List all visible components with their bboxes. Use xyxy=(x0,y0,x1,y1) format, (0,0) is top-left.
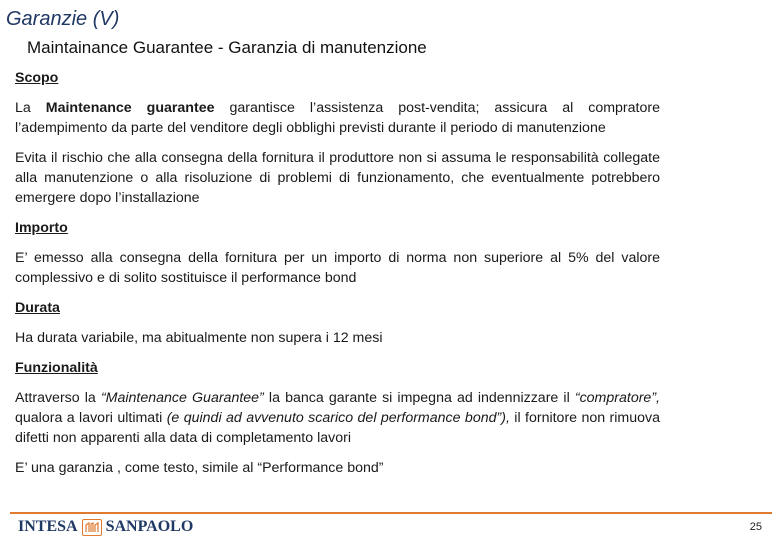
slide-content xyxy=(15,68,660,478)
funzionalita-paragraph-1 xyxy=(15,388,660,448)
scopo-p1-pre: La xyxy=(15,100,46,116)
section-heading-durata: Durata xyxy=(15,300,60,316)
slide-title: Garanzie (V) xyxy=(6,8,120,30)
logo-mark-icon xyxy=(82,519,102,536)
funz-p1-g: il fornitore non rimuova difetti non apparenti alla data di completamento lavori xyxy=(15,410,661,446)
slide-subtitle: Maintainance Guarantee - Garanzia di manutenzione xyxy=(27,38,427,57)
funz-p1-b: “Maintenance Guarantee” xyxy=(100,390,264,406)
scopo-paragraph-1 xyxy=(15,98,660,138)
footer-divider xyxy=(10,512,772,514)
section-heading-importo: Importo xyxy=(15,220,68,236)
durata-paragraph: Ha durata variabile, ma abitualmente non supera i 12 mesi xyxy=(15,330,383,346)
logo-text-left: INTESA xyxy=(18,518,78,535)
funz-p1-f: (e quindi ad avvenuto scarico del performance bond”), xyxy=(166,410,510,426)
section-heading-scopo: Scopo xyxy=(15,70,59,86)
funzionalita-paragraph-2: E’ una garanzia , come testo, simile al “Performance bond” xyxy=(15,460,384,476)
page-number: 25 xyxy=(749,521,762,533)
bank-logo xyxy=(18,516,193,538)
scopo-p1-bold: Maintenance guarantee xyxy=(45,100,215,116)
scopo-paragraph-2: Evita il rischio che alla consegna della fornitura il produttore non si assuma le responsabilità collegate alla manutenzione o alla risoluzione di problemi di funzionamento, che eventualmente potrebbero emergere dopo l’installazione xyxy=(15,150,660,206)
importo-paragraph: E’ emesso alla consegna della fornitura per un importo di norma non superiore al 5% del valore complessivo e di solito sostituisce il performance bond xyxy=(15,250,660,286)
funz-p1-e: qualora a lavori ultimati xyxy=(15,410,167,426)
funz-p1-c: la banca garante si impegna ad indennizzare il xyxy=(263,390,575,406)
funz-p1-d: “compratore”, xyxy=(574,390,660,406)
funz-p1-a: Attraverso la xyxy=(15,390,101,406)
logo-text-right: SANPAOLO xyxy=(105,518,194,535)
section-heading-funzionalita: Funzionalità xyxy=(15,360,98,376)
scopo-p1-post: garantisce l’assistenza post-vendita; assicura al compratore l’adempimento da parte del venditore degli obblighi previsti durante il periodo di manutenzione xyxy=(15,100,660,136)
